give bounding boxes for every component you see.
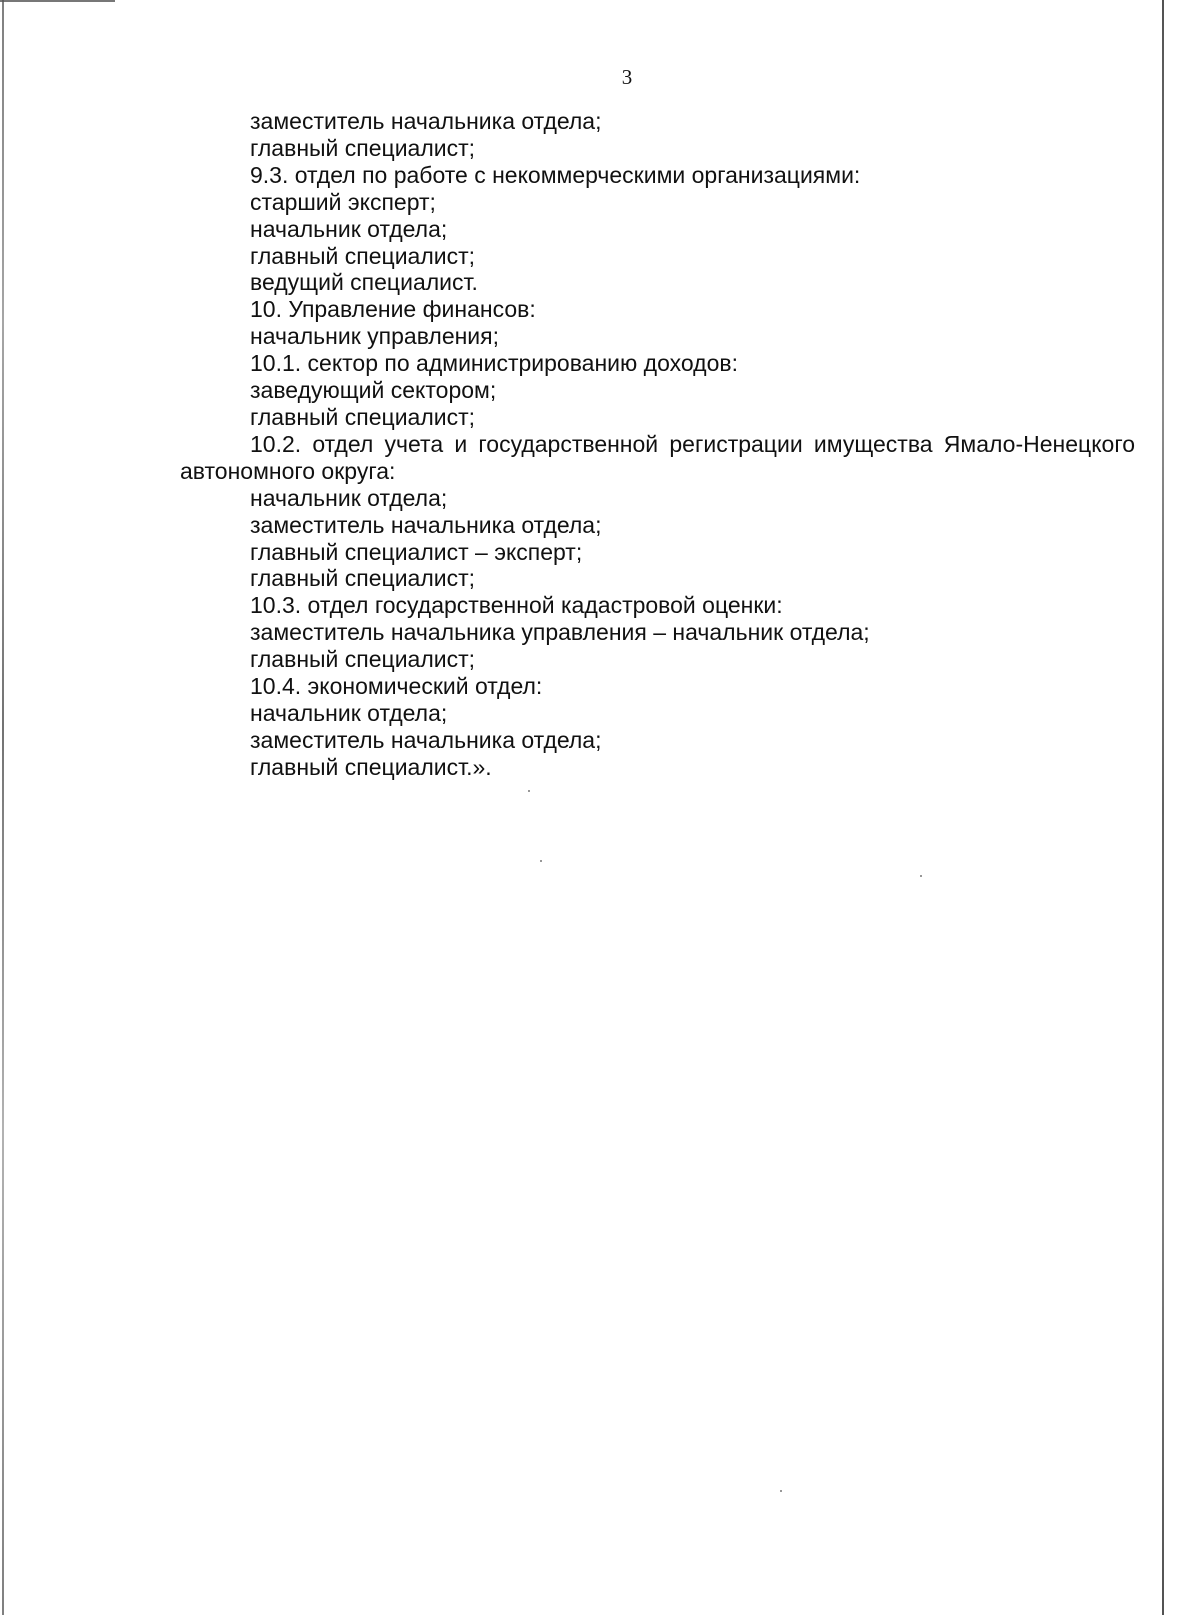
section-heading: 10.1. сектор по администрированию доходов: bbox=[250, 350, 738, 377]
scan-edge-left bbox=[2, 0, 4, 1615]
list-item: начальник управления; bbox=[250, 323, 500, 350]
list-item: главный специалист – эксперт; bbox=[250, 538, 583, 565]
section-heading-10-2: 10.2. отдел учета и государственной регистрации имущества Ямало-Ненецкого автономного округа: bbox=[180, 430, 1135, 484]
list-item: старший эксперт; bbox=[250, 188, 436, 215]
list-item: главный специалист.». bbox=[250, 753, 492, 780]
scan-speck bbox=[528, 790, 530, 792]
list-item: ведущий специалист. bbox=[250, 269, 478, 296]
list-item: заместитель начальника отдела; bbox=[250, 108, 602, 134]
section-heading: 10.3. отдел государственной кадастровой оценки: bbox=[250, 592, 783, 619]
scan-speck bbox=[540, 860, 542, 862]
list-item: заместитель начальника отдела; bbox=[250, 726, 602, 753]
section-heading: 10. Управление финансов: bbox=[250, 296, 536, 323]
scan-speck bbox=[780, 1490, 782, 1492]
list-item: главный специалист; bbox=[250, 646, 476, 673]
list-item: главный специалист; bbox=[250, 403, 476, 430]
list-item: заместитель начальника управления – начальник отдела; bbox=[250, 619, 870, 646]
scan-edge-right bbox=[1162, 0, 1164, 1615]
section-heading: 10.4. экономический отдел: bbox=[250, 673, 543, 700]
list-item: начальник отдела; bbox=[250, 484, 448, 511]
list-item: начальник отдела; bbox=[250, 699, 448, 726]
page-number: 3 bbox=[621, 65, 633, 89]
list-item: начальник отдела; bbox=[250, 215, 448, 242]
list-item: главный специалист; bbox=[250, 134, 476, 161]
list-item: заведующий сектором; bbox=[250, 377, 497, 404]
list-item: главный специалист; bbox=[250, 242, 476, 269]
list-item: заместитель начальника отдела; bbox=[250, 511, 602, 538]
scan-edge-top bbox=[0, 0, 115, 2]
document-body bbox=[180, 108, 1135, 781]
list-item: главный специалист; bbox=[250, 565, 476, 592]
scan-speck bbox=[920, 875, 922, 877]
section-heading: 9.3. отдел по работе с некоммерческими организациями: bbox=[250, 161, 861, 188]
